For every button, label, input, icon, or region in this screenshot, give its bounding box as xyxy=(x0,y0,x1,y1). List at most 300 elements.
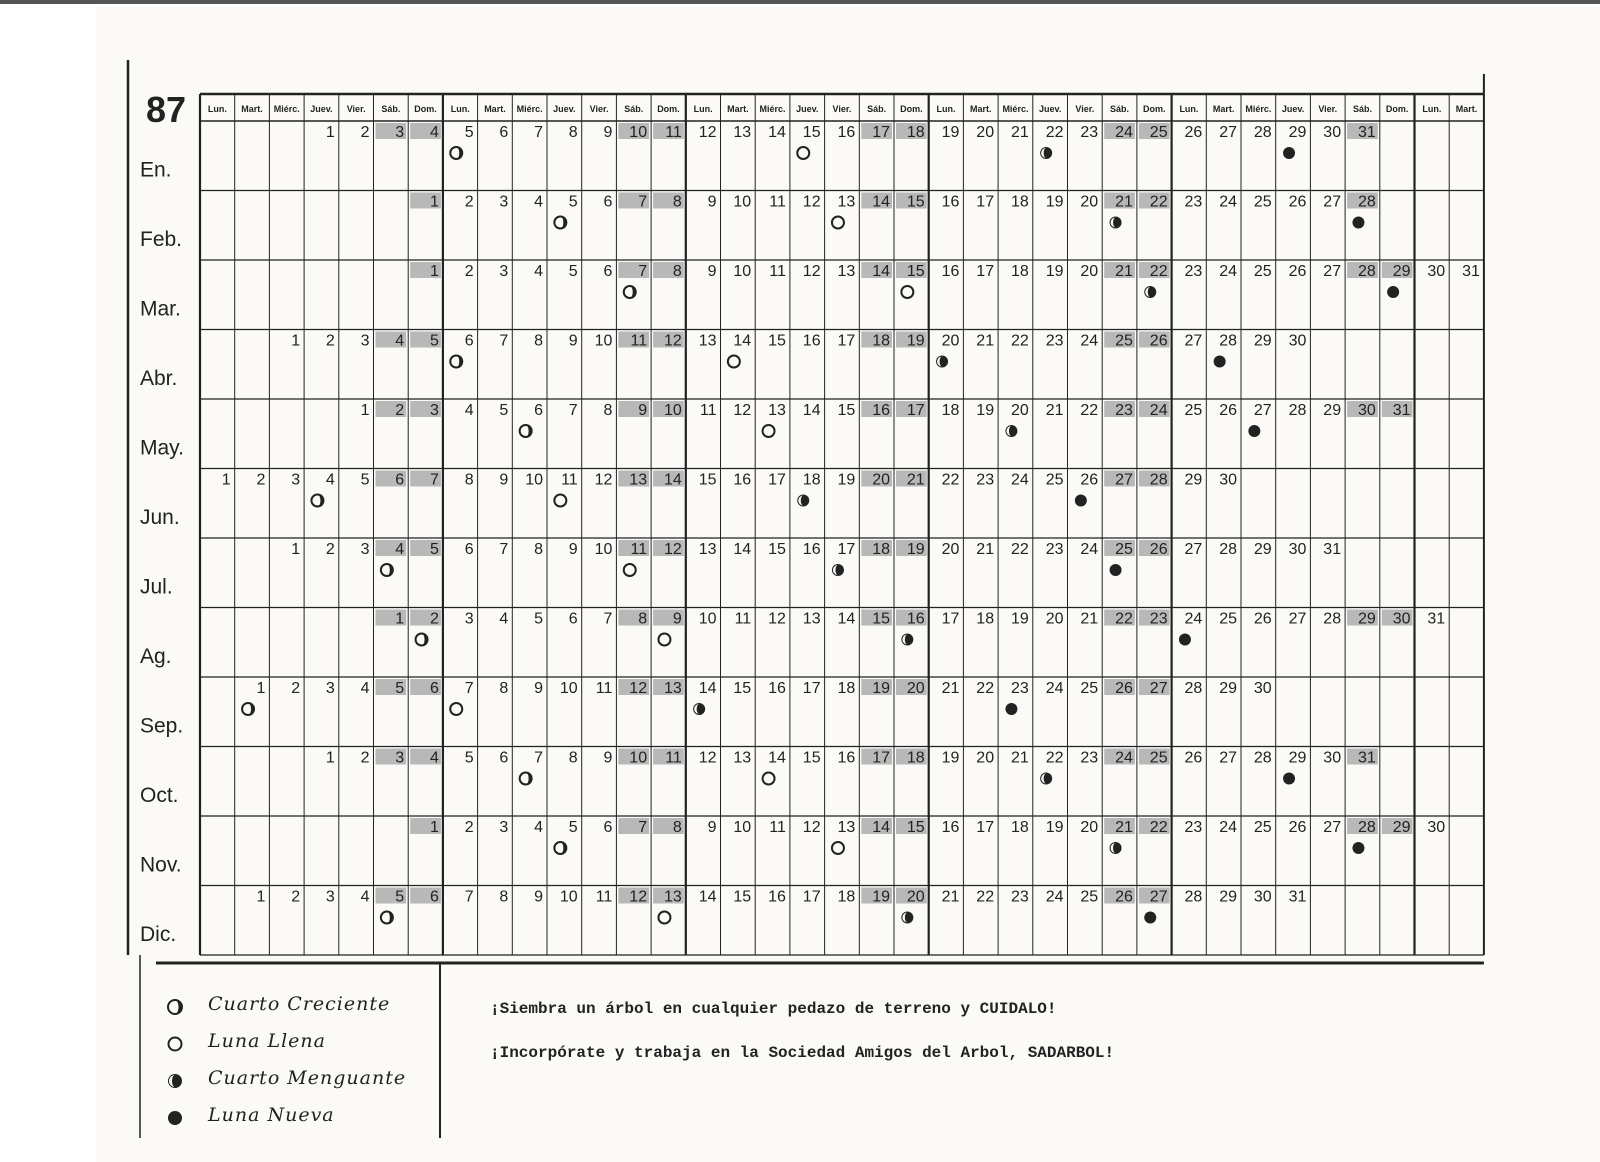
day-number: 1 xyxy=(429,263,439,280)
day-number: 20 xyxy=(1080,193,1099,211)
day-number: 2 xyxy=(325,332,335,350)
day-number: 9 xyxy=(603,124,613,141)
day-number: 27 xyxy=(1149,680,1168,697)
day-number: 18 xyxy=(872,332,890,350)
day-number: 29 xyxy=(1253,541,1272,558)
day-number: 23 xyxy=(1184,819,1203,836)
new-moon-icon xyxy=(1179,634,1191,646)
day-number: 27 xyxy=(1288,610,1307,628)
full-moon-icon xyxy=(901,286,913,298)
day-number: 13 xyxy=(664,888,682,906)
day-number: 12 xyxy=(802,263,821,280)
day-number: 7 xyxy=(638,263,648,280)
day-number: 25 xyxy=(1219,610,1237,628)
day-number: 27 xyxy=(1323,819,1342,836)
day-number: 7 xyxy=(464,680,474,697)
day-number: 13 xyxy=(698,541,717,558)
day-number: 1 xyxy=(429,193,439,211)
day-number: 10 xyxy=(559,888,578,906)
day-number: 17 xyxy=(906,402,925,419)
legend-item-nueva xyxy=(160,1101,440,1138)
day-number: 6 xyxy=(603,263,613,280)
day-number: 12 xyxy=(768,610,786,628)
day-number: 29 xyxy=(1219,680,1237,697)
day-number: 20 xyxy=(1080,263,1099,280)
day-number: 1 xyxy=(291,541,301,558)
day-number: 19 xyxy=(976,402,995,419)
day-number: 22 xyxy=(1149,193,1168,211)
day-number: 10 xyxy=(629,749,648,767)
month-label: Feb. xyxy=(140,228,183,251)
weekday-header: Vier. xyxy=(346,104,366,114)
day-number: 8 xyxy=(464,471,474,489)
day-number: 12 xyxy=(594,471,613,489)
day-number: 4 xyxy=(429,124,439,141)
day-number: 25 xyxy=(1149,749,1168,767)
new-moon-icon xyxy=(1352,217,1364,229)
day-number: 15 xyxy=(872,610,890,628)
day-number: 20 xyxy=(976,749,995,767)
day-number: 28 xyxy=(1288,402,1307,419)
day-number: 13 xyxy=(733,749,752,767)
day-number: 9 xyxy=(568,541,578,558)
day-number: 21 xyxy=(1115,263,1133,280)
day-number: 14 xyxy=(664,471,682,489)
day-number: 18 xyxy=(837,680,856,697)
day-number: 20 xyxy=(906,888,925,906)
day-number: 15 xyxy=(802,124,821,141)
message-join-sadarbol: ¡Incorpórate y trabaja en la Sociedad Amigos del Arbol, SADARBOL! xyxy=(490,1044,1115,1062)
day-number: 7 xyxy=(603,610,613,628)
day-number: 2 xyxy=(360,749,370,767)
weekday-header: Miérc. xyxy=(516,104,543,114)
day-number: 13 xyxy=(837,819,856,836)
day-number: 17 xyxy=(872,124,890,141)
day-number: 15 xyxy=(733,888,752,906)
weekday-header: Miérc. xyxy=(273,104,300,114)
new-moon-icon xyxy=(1144,912,1156,924)
month-label: Mar. xyxy=(140,297,181,321)
day-number: 3 xyxy=(395,749,405,767)
day-number: 20 xyxy=(906,680,925,697)
day-number: 18 xyxy=(1011,193,1029,211)
day-number: 19 xyxy=(906,541,925,558)
day-number: 13 xyxy=(802,610,821,628)
day-number: 4 xyxy=(325,471,335,489)
month-label: Oct. xyxy=(140,784,179,807)
day-number: 23 xyxy=(1184,193,1203,211)
day-number: 25 xyxy=(1184,402,1203,419)
full-moon-icon xyxy=(763,773,775,785)
day-number: 6 xyxy=(464,541,474,558)
day-number: 5 xyxy=(568,193,578,211)
day-number: 23 xyxy=(1115,402,1133,419)
weekday-header: Dom. xyxy=(1143,104,1166,114)
day-number: 21 xyxy=(976,332,995,350)
day-number: 2 xyxy=(291,680,301,697)
legend-label: Luna Nueva xyxy=(208,1104,335,1126)
moon-phase-legend xyxy=(160,990,440,1138)
day-number: 13 xyxy=(768,402,786,419)
day-number: 24 xyxy=(1080,332,1099,350)
day-number: 26 xyxy=(1219,402,1237,419)
day-number: 25 xyxy=(1115,332,1133,350)
day-number: 28 xyxy=(1253,124,1272,141)
day-number: 24 xyxy=(1011,471,1029,489)
day-number: 14 xyxy=(872,193,890,211)
new-moon-icon xyxy=(1005,703,1017,715)
day-number: 22 xyxy=(1149,263,1168,280)
day-number: 29 xyxy=(1392,263,1411,280)
day-number: 5 xyxy=(534,610,543,628)
day-number: 12 xyxy=(664,541,682,558)
day-number: 31 xyxy=(1358,749,1376,767)
weekday-header: Vier. xyxy=(589,104,609,114)
day-number: 30 xyxy=(1253,680,1272,697)
day-number: 21 xyxy=(906,471,925,489)
weekday-header: Lun. xyxy=(450,104,470,114)
day-number: 6 xyxy=(429,680,439,697)
legend-item-menguante xyxy=(160,1064,440,1101)
weekday-header: Dom. xyxy=(1385,104,1409,114)
weekday-header: Miérc. xyxy=(759,104,786,114)
weekday-header: Vier. xyxy=(832,104,852,114)
day-number: 12 xyxy=(733,402,752,419)
day-number: 29 xyxy=(1392,819,1411,836)
day-number: 24 xyxy=(1115,749,1133,767)
full-moon-icon xyxy=(797,147,809,159)
day-number: 22 xyxy=(976,680,995,697)
day-number: 18 xyxy=(1011,263,1029,280)
day-number: 19 xyxy=(872,680,890,697)
day-number: 10 xyxy=(629,124,648,141)
day-number: 16 xyxy=(733,471,752,489)
day-number: 20 xyxy=(1011,402,1029,419)
day-number: 20 xyxy=(872,471,890,489)
day-number: 10 xyxy=(525,471,543,489)
day-number: 12 xyxy=(802,193,821,211)
day-number: 28 xyxy=(1358,819,1376,836)
day-number: 19 xyxy=(872,888,890,906)
day-number: 1 xyxy=(360,402,370,419)
day-number: 20 xyxy=(941,541,960,558)
day-number: 31 xyxy=(1392,402,1411,419)
day-number: 13 xyxy=(837,193,856,211)
day-number: 24 xyxy=(1149,402,1168,419)
weekday-header: Mart. xyxy=(241,104,263,114)
day-number: 3 xyxy=(464,610,474,628)
day-number: 5 xyxy=(429,541,439,558)
day-number: 21 xyxy=(1115,193,1133,211)
weekday-header: Mart. xyxy=(484,104,506,114)
day-number: 11 xyxy=(769,819,786,836)
legend-label: Cuarto Menguante xyxy=(208,1067,407,1089)
day-number: 5 xyxy=(499,402,509,419)
day-number: 18 xyxy=(906,124,925,141)
day-number: 23 xyxy=(1080,749,1099,767)
day-number: 3 xyxy=(325,888,335,906)
day-number: 16 xyxy=(941,263,960,280)
day-number: 30 xyxy=(1358,402,1376,419)
day-number: 1 xyxy=(291,332,301,350)
day-number: 9 xyxy=(534,680,543,697)
day-number: 11 xyxy=(595,888,613,906)
day-number: 15 xyxy=(698,471,717,489)
day-number: 3 xyxy=(360,541,370,558)
day-number: 9 xyxy=(672,610,682,628)
day-number: 28 xyxy=(1184,680,1203,697)
day-number: 16 xyxy=(906,610,925,628)
day-number: 12 xyxy=(698,124,717,141)
day-number: 27 xyxy=(1115,471,1133,489)
full-moon-icon xyxy=(658,634,670,646)
day-number: 17 xyxy=(976,193,995,211)
day-number: 18 xyxy=(941,402,960,419)
day-number: 8 xyxy=(638,610,648,628)
day-number: 16 xyxy=(941,819,960,836)
day-number: 26 xyxy=(1288,819,1307,836)
day-number: 4 xyxy=(429,749,439,767)
month-label: Dic. xyxy=(140,923,177,946)
day-number: 7 xyxy=(499,332,509,350)
day-number: 29 xyxy=(1219,888,1237,906)
day-number: 19 xyxy=(1045,263,1064,280)
day-number: 21 xyxy=(1045,402,1064,419)
day-number: 26 xyxy=(1288,263,1307,280)
new-moon-icon xyxy=(1110,564,1122,576)
day-number: 1 xyxy=(256,888,266,906)
day-number: 2 xyxy=(256,471,266,489)
day-number: 20 xyxy=(1080,819,1099,836)
weekday-header: Mart. xyxy=(727,104,749,114)
day-number: 14 xyxy=(872,263,890,280)
weekday-header: Mart. xyxy=(969,104,992,114)
day-number: 22 xyxy=(1045,124,1064,141)
legend-label: Cuarto Creciente xyxy=(208,993,391,1015)
day-number: 14 xyxy=(768,749,786,767)
full-moon-icon xyxy=(763,425,775,437)
day-number: 13 xyxy=(664,680,682,697)
day-number: 24 xyxy=(1219,193,1237,211)
day-number: 11 xyxy=(561,471,578,489)
day-number: 26 xyxy=(1080,471,1099,489)
day-number: 3 xyxy=(360,332,370,350)
full-moon-icon xyxy=(450,703,462,715)
day-number: 22 xyxy=(941,471,960,489)
day-number: 16 xyxy=(768,680,786,697)
day-number: 6 xyxy=(603,819,613,836)
day-number: 19 xyxy=(1011,610,1029,628)
day-number: 30 xyxy=(1323,124,1342,141)
day-number: 30 xyxy=(1323,749,1342,767)
day-number: 30 xyxy=(1288,332,1307,350)
full-moon-icon xyxy=(832,842,844,854)
day-number: 6 xyxy=(499,124,509,141)
day-number: 25 xyxy=(1253,263,1272,280)
day-number: 16 xyxy=(837,124,856,141)
weekday-header: Dom. xyxy=(900,104,923,114)
day-number: 27 xyxy=(1184,332,1203,350)
day-number: 28 xyxy=(1219,332,1237,350)
day-number: 11 xyxy=(630,332,648,350)
day-number: 29 xyxy=(1288,749,1307,767)
day-number: 22 xyxy=(1115,610,1133,628)
day-number: 19 xyxy=(941,124,960,141)
weekday-header: Vier. xyxy=(1075,104,1095,114)
day-number: 31 xyxy=(1323,541,1342,558)
new-moon-icon xyxy=(1214,356,1226,368)
day-number: 26 xyxy=(1115,680,1133,697)
weekday-header: Sáb. xyxy=(624,104,644,114)
weekday-header: Juev. xyxy=(553,104,576,114)
day-number: 29 xyxy=(1253,332,1272,350)
day-number: 18 xyxy=(802,471,821,489)
new-moon-icon xyxy=(1352,842,1364,854)
day-number: 4 xyxy=(395,332,405,350)
day-number: 24 xyxy=(1045,888,1064,906)
day-number: 15 xyxy=(906,193,925,211)
day-number: 26 xyxy=(1184,124,1203,141)
day-number: 5 xyxy=(429,332,439,350)
day-number: 24 xyxy=(1115,124,1133,141)
day-number: 1 xyxy=(221,471,231,489)
day-number: 27 xyxy=(1323,193,1342,211)
day-number: 28 xyxy=(1358,193,1376,211)
new-moon-icon xyxy=(1283,773,1295,785)
day-number: 4 xyxy=(360,888,370,906)
day-number: 21 xyxy=(1115,819,1133,836)
weekday-header: Sáb. xyxy=(867,104,887,114)
weekday-header: Juev. xyxy=(310,104,333,114)
full-moon-icon xyxy=(728,356,740,368)
day-number: 3 xyxy=(499,193,509,211)
day-number: 30 xyxy=(1427,263,1446,280)
full-moon-icon xyxy=(624,564,636,576)
day-number: 17 xyxy=(976,263,995,280)
day-number: 8 xyxy=(672,193,682,211)
new-moon-icon xyxy=(1283,147,1295,159)
day-number: 21 xyxy=(976,541,995,558)
day-number: 22 xyxy=(1149,819,1168,836)
full-moon-icon xyxy=(832,217,844,229)
weekday-header: Lun. xyxy=(207,104,227,114)
day-number: 22 xyxy=(1011,332,1029,350)
month-label: Nov. xyxy=(140,853,182,877)
day-number: 2 xyxy=(429,610,439,628)
day-number: 9 xyxy=(499,471,509,489)
weekday-header: Miérc. xyxy=(1002,104,1029,114)
weekday-header: Mart. xyxy=(1212,104,1235,114)
day-number: 23 xyxy=(1045,332,1064,350)
day-number: 30 xyxy=(1427,819,1446,836)
day-number: 17 xyxy=(802,888,821,906)
day-number: 1 xyxy=(325,749,335,767)
day-number: 26 xyxy=(1253,610,1272,628)
day-number: 28 xyxy=(1358,263,1376,280)
day-number: 11 xyxy=(665,749,682,767)
day-number: 25 xyxy=(1080,680,1099,697)
day-number: 13 xyxy=(733,124,752,141)
day-number: 21 xyxy=(941,680,960,697)
day-number: 21 xyxy=(1011,749,1029,767)
day-number: 10 xyxy=(594,541,613,558)
day-number: 26 xyxy=(1288,193,1307,211)
day-number: 29 xyxy=(1323,402,1342,419)
day-number: 24 xyxy=(1219,263,1237,280)
weekday-header: Mart. xyxy=(1455,104,1478,114)
day-number: 21 xyxy=(1080,610,1099,628)
day-number: 25 xyxy=(1080,888,1099,906)
day-number: 8 xyxy=(534,332,543,350)
day-number: 23 xyxy=(1080,124,1099,141)
day-number: 29 xyxy=(1288,124,1307,141)
day-number: 8 xyxy=(499,680,509,697)
weekday-header: Lun. xyxy=(693,104,713,114)
day-number: 8 xyxy=(672,263,682,280)
weekday-header: Sáb. xyxy=(1352,104,1372,114)
day-number: 2 xyxy=(464,263,474,280)
day-number: 26 xyxy=(1115,888,1133,906)
weekday-header: Lun. xyxy=(1422,104,1442,114)
new-moon-icon xyxy=(166,1109,184,1127)
weekday-header: Juev. xyxy=(1281,104,1305,114)
day-number: 13 xyxy=(837,263,856,280)
day-number: 11 xyxy=(769,193,786,211)
day-number: 6 xyxy=(603,193,613,211)
weekday-header: Dom. xyxy=(414,104,437,114)
day-number: 5 xyxy=(568,263,578,280)
day-number: 8 xyxy=(499,888,509,906)
day-number: 25 xyxy=(1149,124,1168,141)
month-label: Jun. xyxy=(140,506,180,529)
day-number: 1 xyxy=(325,124,335,141)
day-number: 12 xyxy=(629,680,648,697)
weekday-header: Vier. xyxy=(1318,104,1338,114)
day-number: 27 xyxy=(1219,749,1237,767)
day-number: 5 xyxy=(395,680,405,697)
day-number: 23 xyxy=(1045,541,1064,558)
day-number: 7 xyxy=(534,749,543,767)
weekday-header: Lun. xyxy=(936,104,956,114)
day-number: 20 xyxy=(976,124,995,141)
weekday-header: Juev. xyxy=(796,104,819,114)
day-number: 19 xyxy=(941,749,960,767)
day-number: 5 xyxy=(360,471,370,489)
day-number: 8 xyxy=(603,402,613,419)
day-number: 5 xyxy=(395,888,405,906)
day-number: 7 xyxy=(429,471,439,489)
day-number: 19 xyxy=(837,471,856,489)
day-number: 2 xyxy=(464,819,474,836)
day-number: 9 xyxy=(534,888,543,906)
day-number: 14 xyxy=(802,402,821,419)
day-number: 20 xyxy=(1045,610,1064,628)
day-number: 18 xyxy=(837,888,856,906)
day-number: 3 xyxy=(291,471,301,489)
day-number: 19 xyxy=(1045,819,1064,836)
day-number: 4 xyxy=(534,819,543,836)
day-number: 6 xyxy=(395,471,405,489)
day-number: 27 xyxy=(1253,402,1272,419)
day-number: 15 xyxy=(768,332,786,350)
day-number: 28 xyxy=(1149,471,1168,489)
day-number: 16 xyxy=(768,888,786,906)
day-number: 24 xyxy=(1080,541,1099,558)
day-number: 31 xyxy=(1427,610,1446,628)
day-number: 9 xyxy=(603,749,613,767)
new-moon-icon xyxy=(1075,495,1087,507)
day-number: 6 xyxy=(429,888,439,906)
